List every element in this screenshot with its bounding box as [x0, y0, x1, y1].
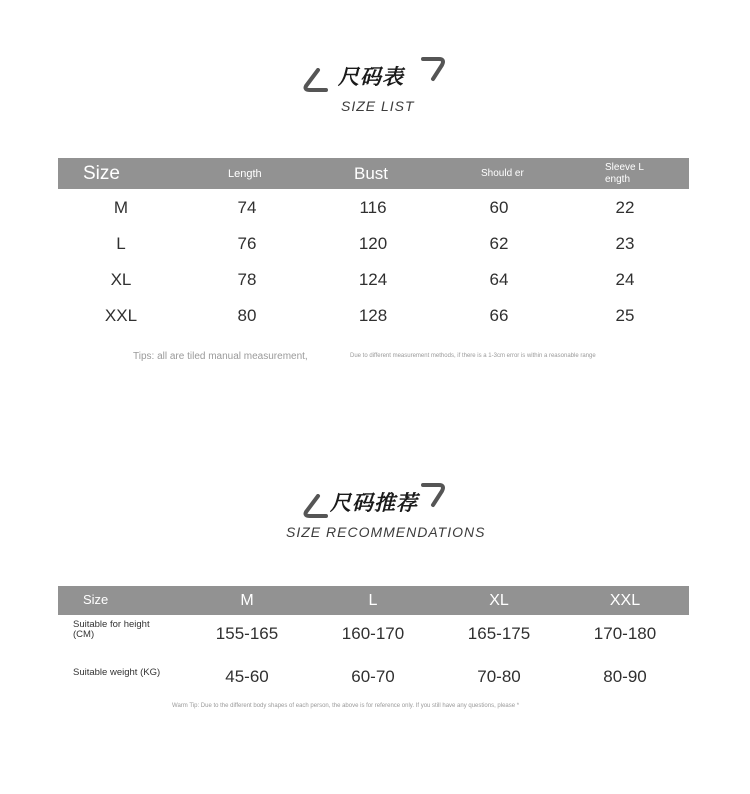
header-bust: Bust: [354, 163, 389, 183]
rec-header-xxl: XXL: [609, 591, 641, 609]
table-cell: 120: [358, 234, 388, 253]
size-list-tip-left: Tips: all are tiled manual measurement,: [133, 351, 308, 362]
table-cell: 64: [489, 270, 509, 289]
table-cell: 76: [237, 234, 257, 253]
table-cell: 74: [237, 198, 257, 217]
size-rec-title-en: SIZE RECOMMENDATIONS: [286, 524, 486, 540]
table-cell: 124: [358, 270, 388, 289]
rec-header-m: M: [240, 591, 254, 609]
table-cell: 80-90: [603, 667, 647, 686]
table-cell: 155-165: [215, 624, 279, 643]
table-row: [58, 615, 689, 651]
table-row: [58, 651, 689, 687]
rec-header-xl: XL: [489, 591, 509, 609]
header-sleeve-length: Sleeve L ength: [605, 161, 644, 185]
table-cell: XL: [110, 270, 132, 289]
size-rec-table: [58, 586, 689, 687]
left-bracket-icon: [302, 68, 328, 92]
table-cell: L: [116, 234, 126, 253]
table-cell: 60: [489, 198, 509, 217]
table-cell: XXL: [104, 306, 138, 325]
size-list-table: [58, 158, 689, 333]
size-rec-title-zh: 尺码推荐: [330, 491, 418, 515]
table-cell: 66: [489, 306, 509, 325]
left-bracket-icon: [302, 494, 328, 518]
table-cell: 25: [615, 306, 635, 325]
table-cell: 22: [615, 198, 635, 217]
table-row: [58, 225, 689, 261]
table-cell: 165-175: [467, 624, 531, 643]
size-rec-body: [58, 615, 689, 687]
row-label: Suitable weight (KG): [73, 667, 161, 678]
table-cell: 24: [615, 270, 635, 289]
table-cell: 45-60: [225, 667, 269, 686]
table-cell: 23: [615, 234, 635, 253]
table-row: [58, 297, 689, 333]
table-cell: 78: [237, 270, 257, 289]
rec-header-size: Size: [83, 591, 109, 607]
header-length: Length: [228, 167, 262, 180]
table-row: [58, 189, 689, 225]
size-rec-tip: Warm Tip: Due to the different body shapes of each person, the above is for reference only. If you still have any questions, please *: [172, 703, 520, 709]
header-size: Size: [83, 162, 120, 184]
table-cell: 160-170: [341, 624, 405, 643]
table-cell: 170-180: [593, 624, 657, 643]
size-list-title-en: SIZE LIST: [341, 98, 415, 114]
right-bracket-icon: [421, 56, 447, 82]
row-label: Suitable for height (CM): [73, 619, 150, 640]
table-cell: 62: [489, 234, 509, 253]
table-cell: 80: [237, 306, 257, 325]
right-bracket-icon: [421, 482, 447, 508]
table-cell: 60-70: [351, 667, 395, 686]
table-row: [58, 261, 689, 297]
table-cell: 128: [358, 306, 388, 325]
table-cell: 116: [359, 198, 387, 217]
size-list-title-zh: 尺码表: [338, 65, 404, 89]
table-cell: M: [113, 198, 129, 217]
table-cell: 70-80: [477, 667, 521, 686]
header-shoulder: Should er: [481, 167, 524, 179]
rec-header-l: L: [368, 591, 378, 609]
size-rec-header-row: [58, 586, 689, 615]
size-list-header-row: [58, 158, 689, 189]
size-list-body: [58, 189, 689, 333]
size-list-tip-right: Due to different measurement methods, if there is a 1-3cm error is within a reasonable range: [350, 353, 596, 359]
